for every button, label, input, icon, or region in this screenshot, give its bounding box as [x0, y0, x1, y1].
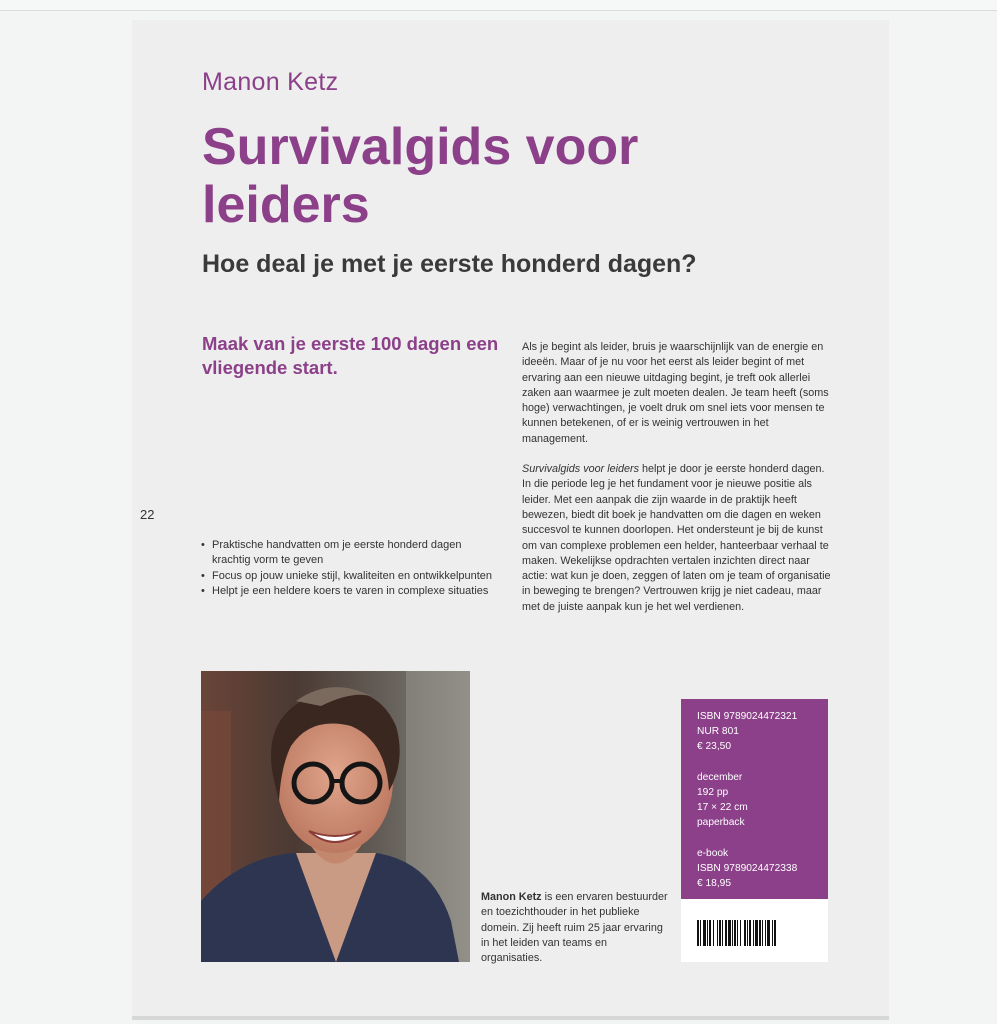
- price: € 23,50: [697, 741, 731, 753]
- portrait-image: [201, 671, 470, 962]
- italic-book-title: Survivalgids voor leiders: [522, 463, 640, 476]
- tagline: Maak van je eerste 100 dagen een vliegende start.: [202, 333, 499, 378]
- ebook-label: e-book: [697, 847, 729, 859]
- description-paragraph-2-text: helpt je door je eerste honderd dagen. In die periode leg je het fundament voor je nieuwe positie als leider. Met een aanpak die zijn waarde in de praktijk heeft bewezen, biedt dit boek je handvatten om die dagen en weken succesvol te kunnen doorlopen. Het ondersteunt je bij de kunst om van complexe problemen een helder, hanteerbaar verhaal te maken. Wekelijkse opdrachten vertalen inzichten direct naar actie: wat kun je doen, zeggen of laten om je team of organisatie in beweging te brengen? Vertrouwen krijg je niet cadeau, maar met de juiste aanpak kun je het wel verdienen.: [522, 463, 831, 613]
- barcode-icon: [681, 899, 828, 962]
- feature-list: [200, 538, 500, 600]
- format: paperback: [697, 817, 745, 829]
- book-info-box: [681, 699, 828, 899]
- page-count: 192 pp: [697, 787, 729, 798]
- book-page: [132, 20, 889, 1020]
- release-month: december: [697, 771, 743, 783]
- ebook-isbn: ISBN 9789024472338: [697, 863, 798, 874]
- list-item: • Praktische handvatten om je eerste honderd dagen krachtig vorm te geven: [200, 538, 500, 569]
- page-bottom-edge: [132, 1016, 889, 1020]
- nur-code: NUR 801: [697, 726, 739, 738]
- bio-author-name: Manon Ketz: [481, 891, 542, 903]
- book-title: Survivalgids voor leiders: [202, 118, 639, 234]
- description-paragraph-2: [522, 462, 834, 615]
- isbn: ISBN 9789024472321: [697, 711, 798, 722]
- list-item: • Focus op jouw unieke stijl, kwaliteiten en ontwikkelpunten: [200, 569, 500, 584]
- description: [522, 340, 834, 630]
- barcode: [681, 899, 828, 962]
- author-name: Manon Ketz: [202, 68, 339, 96]
- author-photo: [201, 671, 470, 962]
- list-item: • Helpt je een heldere koers te varen in complexe situaties: [200, 584, 500, 599]
- book-subtitle: Hoe deal je met je eerste honderd dagen?: [202, 250, 697, 278]
- window-top-border: [0, 0, 997, 11]
- dimensions: 17 × 22 cm: [697, 802, 748, 814]
- description-paragraph-1: Als je begint als leider, bruis je waarschijnlijk van de energie en ideeën. Maar of je nu voor het eerst als leider begint of met ervaring aan een nieuwe uitdaging begint, je treft ook allerlei zaken aan waarmee je zult moeten dealen. Je team heeft (soms hoge) verwachtingen, je voelt druk om snel iets voor mensen te kunnen betekenen, of er is weinig vertrouwen in het management.: [522, 341, 829, 445]
- ebook-price: € 18,95: [697, 878, 731, 890]
- bio-text: is een ervaren bestuurder en toezichthouder in het publieke domein. Zij heeft ruim 25 jaar ervaring in het leiden van teams en organisaties.: [481, 891, 668, 965]
- author-bio: [481, 890, 671, 966]
- page-number: 22: [140, 507, 155, 522]
